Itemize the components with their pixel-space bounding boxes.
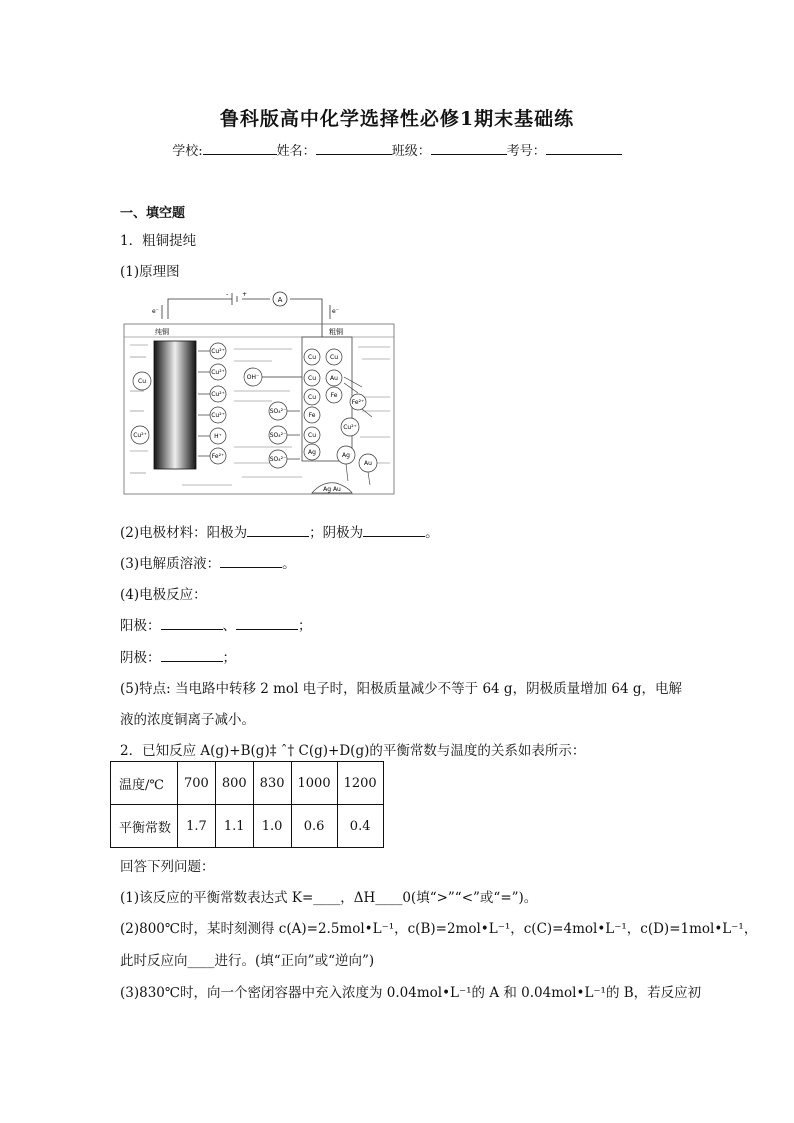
electrolyte-blank[interactable] (220, 555, 282, 568)
svg-text:H⁺: H⁺ (214, 433, 222, 440)
svg-text:Ag: Ag (308, 449, 316, 456)
svg-text:Au: Au (330, 375, 338, 382)
svg-text:Cu²⁺: Cu²⁺ (211, 391, 225, 398)
q1-part4: (4)电极反应： (120, 587, 207, 603)
table-cell: 0.4 (337, 805, 383, 848)
q1-part3: (3)电解质溶液： 。 (120, 556, 296, 572)
student-info-line (0, 140, 794, 159)
anode-reaction-blank-1[interactable] (161, 617, 223, 630)
table-header-k: 平衡常数 (111, 805, 178, 848)
svg-text:Cu: Cu (330, 354, 338, 361)
table-cell: 800 (215, 762, 253, 805)
table-cell: 0.6 (291, 805, 337, 848)
section-heading: 一、填空题 (120, 206, 186, 221)
q2-sub2-line1: (2)800℃时，某时刻测得 c(A)=2.5mol•L⁻¹，c(B)=2mol•L⁻¹，c(C)=4mol•L⁻¹，c(D)=1mol•L⁻¹， (120, 921, 758, 937)
svg-text:Ag: Ag (342, 452, 350, 459)
anode-reaction-blank-2[interactable] (236, 617, 298, 630)
q1-part5-line2: 液的浓度铜离子减小。 (120, 712, 255, 728)
school-label: 学校: (172, 144, 203, 159)
svg-text:SO₄²⁻: SO₄²⁻ (269, 408, 287, 415)
table-cell: 1000 (291, 762, 337, 805)
table-row (111, 805, 384, 848)
svg-text:e⁻: e⁻ (332, 308, 339, 315)
svg-text:SO₄²⁻: SO₄²⁻ (269, 432, 287, 439)
svg-text:Fe²⁺: Fe²⁺ (351, 399, 365, 406)
table-cell: 1.0 (253, 805, 291, 848)
pure-copper-electrode (154, 341, 196, 469)
q2-sub3: (3)830℃时，向一个密闭容器中充入浓度为 0.04mol•L⁻¹的 A 和 0.04mol•L⁻¹的 B，若反应初 (120, 985, 702, 1001)
svg-text:+: + (242, 291, 248, 298)
q1-stem: 1．粗铜提纯 (120, 233, 197, 249)
svg-text:Fe²⁺: Fe²⁺ (211, 453, 225, 460)
q2-answer-intro: 回答下列问题： (120, 859, 215, 875)
svg-text:Au: Au (364, 460, 372, 467)
q1-part1: (1)原理图 (120, 264, 180, 280)
table-cell: 830 (253, 762, 291, 805)
svg-text:SO₄²⁻: SO₄²⁻ (269, 456, 287, 463)
table-cell: 1.1 (215, 805, 253, 848)
electrolysis-diagram (122, 287, 398, 497)
page-title: 鲁科版高中化学选择性必修1期末基础练 (219, 108, 575, 130)
anode-material-blank[interactable] (247, 524, 309, 537)
svg-text:纯铜: 纯铜 (155, 328, 169, 336)
q2-sub1: (1)该反应的平衡常数表达式 K=____，ΔH____0(填“>”“<”或“=”)。 (120, 890, 538, 906)
anode-reaction-line: 阳极： 、 ； (120, 618, 312, 634)
cathode-reaction-line: 阴极： ； (120, 650, 236, 666)
svg-text:Ag Au: Ag Au (323, 486, 341, 493)
exam-no-blank[interactable] (546, 142, 622, 155)
svg-text:Cu: Cu (308, 432, 316, 439)
exam-no-label: 考号： (506, 144, 546, 159)
svg-text:Cu²⁺: Cu²⁺ (343, 424, 357, 431)
equilibrium-table (110, 761, 384, 848)
table-cell: 1.7 (178, 805, 216, 848)
q2-sub2-line2: 此时反应向____进行。(填“正向”或“逆向”) (120, 953, 375, 969)
table-header-temp: 温度/℃ (111, 762, 178, 805)
cathode-reaction-blank[interactable] (161, 649, 223, 662)
class-blank[interactable] (431, 142, 507, 155)
svg-text:Cu: Cu (308, 394, 316, 401)
svg-text:Cu: Cu (308, 375, 316, 382)
svg-text:Cu²⁺: Cu²⁺ (211, 348, 225, 355)
cathode-material-blank[interactable] (363, 524, 425, 537)
svg-text:Cu²⁺: Cu²⁺ (211, 369, 225, 376)
svg-text:粗铜: 粗铜 (329, 328, 343, 336)
svg-text:Cu²⁺: Cu²⁺ (211, 412, 225, 419)
table-cell: 1200 (337, 762, 383, 805)
q1-part2: (2)电极材料：阳极为 ；阴极为 。 (120, 525, 439, 541)
svg-text:e⁻: e⁻ (152, 308, 159, 315)
svg-text:-: - (226, 291, 229, 298)
name-label: 姓名： (276, 144, 316, 159)
class-label: 班级： (391, 144, 431, 159)
table-row (111, 762, 384, 805)
table-cell: 700 (178, 762, 216, 805)
school-blank[interactable] (203, 142, 277, 155)
svg-text:Fe: Fe (308, 412, 316, 419)
q1-part5-line1: (5)特点: 当电路中转移 2 mol 电子时，阳极质量减少不等于 64 g，阴极质量增加 64 g，电解 (120, 681, 682, 697)
svg-text:Cu²⁺: Cu²⁺ (133, 432, 147, 439)
svg-text:OH⁻: OH⁻ (246, 374, 260, 381)
svg-text:Fe: Fe (330, 392, 338, 399)
q2-stem: 2．已知反应 A(g)+B(g)‡ ˆ† C(g)+D(g)的平衡常数与温度的关系如表所示： (120, 743, 586, 759)
svg-text:Cu: Cu (308, 354, 316, 361)
name-blank[interactable] (316, 142, 392, 155)
svg-text:Cu: Cu (138, 378, 146, 385)
svg-text:A: A (277, 296, 283, 304)
